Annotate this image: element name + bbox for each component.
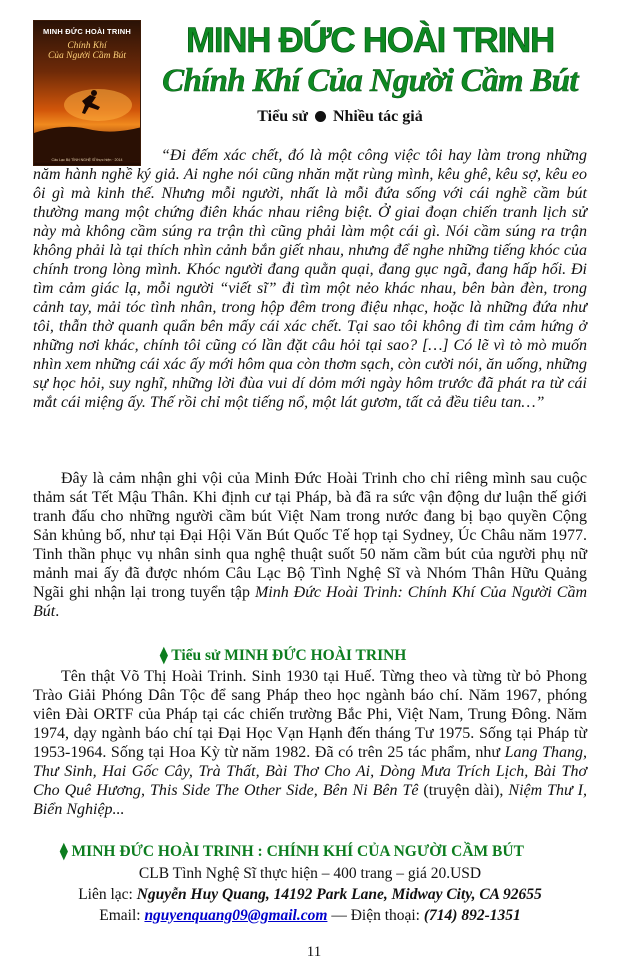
diamond-bullet-icon: ⧫ xyxy=(60,843,68,860)
bullet-dot-icon xyxy=(315,111,326,122)
bio-works-note: (truyện dài), xyxy=(423,782,504,799)
body-end: . xyxy=(55,603,60,620)
book-cover-image xyxy=(33,20,141,166)
book-title-italic: Minh Đức Hoài Trinh: Chính Khí Của Người Cầm Bút xyxy=(33,584,587,620)
bio-works: Lang Thang, Thư Sinh, Hai Gốc Cây, Trà Thất, Bài Thơ Cho Ai, Dòng Mưa Trích Lịch, Bài Thơ Cho Quê Hương, This Side The Other Side, Bên Ni Bên Tê xyxy=(33,744,588,799)
byline-right: Nhiều tác giả xyxy=(332,108,423,125)
body-paragraph xyxy=(33,469,587,621)
bio-works2: Niệm Thư I, Biển Nghiệp... xyxy=(33,782,588,818)
page-title: MINH ĐỨC HOÀI TRINH xyxy=(186,21,554,60)
email-label: Email: xyxy=(99,907,141,924)
diamond-bullet-icon: ⧫ xyxy=(160,647,168,664)
email-link[interactable]: nguyenquang09@gmail.com xyxy=(144,907,328,924)
cover-title-line2: Của Người Cầm Bút xyxy=(47,51,127,61)
phone-label: — Điện thoại: xyxy=(331,907,420,924)
body-text: Đây là cảm nhận ghi vội của Minh Đức Hoài Trinh cho chỉ riêng mình sau cuộc thảm sát Tết Mậu Thân. Khi định cư tại Pháp, bà đã ra sức vận động dư luận thế giới tranh đấu cho những người cầm bút Việt Nam trong nước đang bị bạo quyền Cộng Sản khủng bố, như tại Đại Hội Văn Bút Quốc Tế họp tại Sydney, Úc Châu năm 1977. Tinh thần phục vụ nhân sinh qua nghệ thuật suốt 50 năm cầm bút của người phụ nữ mảnh mai ấy đã được nhóm Câu Lạc Bộ Tình Nghệ Sĩ và Nhóm Thân Hữu Quảng Ngãi ghi nhận lại trong tuyển tập xyxy=(33,470,587,601)
contact-line xyxy=(33,885,587,904)
byline xyxy=(180,108,500,126)
byline-left: Tiểu sử xyxy=(257,108,308,125)
page-subtitle: Chính Khí Của Người Cầm Bút xyxy=(162,63,578,99)
section-heading-book-label: MINH ĐỨC HOÀI TRINH : CHÍNH KHÍ CỦA NGƯỜI CẦM BÚT xyxy=(71,843,524,860)
section-heading-bio-label: Tiểu sử MINH ĐỨC HOÀI TRINH xyxy=(171,647,407,664)
email-phone-line xyxy=(33,906,587,925)
quote-text: “Đi đếm xác chết, đó là một công việc tôi hay làm trong những năm hành nghề ký giả. Ai nghe nói cũng nhăn mặt rùng mình, kêu ghê, kêu sợ, kêu eo ôi gì mà kinh thế. Nhưng mỗi người, nhất là mỗi đứa sống với cái nghề cầm bút thường mang một chứng điên khác nhau riêng biệt. Ở giai đoạn chiến tranh lịch sử này mà không cầm súng ra trận thì cũng phải làm một cái gì. Nói cầm súng ra trận không phải là tại thích nhìn cảnh bắn giết nhau, nhưng để nghe những tiếng khóc của chính trong lòng mình. Khóc người đang quằn quại, đang gục ngã, đang hấp hối. Đi tìm cảm giác lạ, mỗi người “viết sĩ” đi tìm một nẻo khác nhau, bên bàn đèn, trong cảnh tay, mải tóc tình nhân, trong hộp đêm trong điệu nhạc, hoặc là những đứa như tôi, thẫn thờ quanh quẩn bên mấy cái xác chết. Tại sao tôi không đi tìm cảm hứng ở những nơi khác, chính tôi cũng có lần đặt câu hỏi tại sao? […] Có lẽ vì tò mò muốn nhìn xem những cái xác ấy mới hôm qua còn thơm sạch, còn cười nói, ăn uống, những sự học hỏi, suy nghĩ, những lời đùa vui dí dỏm mới ngày hôm trước đã phát ra từ cái mắt cái miệng ấy. Thế rồi chỉ một tiếng nổ, một lát gươm, tất cả đều tiêu tan…” xyxy=(33,147,587,411)
cover-author: MINH ĐỨC HOÀI TRINH xyxy=(43,27,131,36)
section-heading-bio xyxy=(160,646,406,665)
page-number: 11 xyxy=(306,944,322,960)
cover-footer: Câu Lạc Bộ TÌNH NGHỆ SĨ thực hiện · 2014 xyxy=(51,158,123,162)
section-heading-book xyxy=(60,842,524,861)
bio-text: Tên thật Võ Thị Hoài Trinh. Sinh 1930 tại Huế. Từng theo và từng từ bỏ Phong Trào Giải Phóng Dân Tộc để sang Pháp theo học ngành báo chí. Năm 1967, phóng viên Đài ORTF của Pháp tại các chiến trường Bắc Phi, Việt Nam, Trung Đông. Năm 1974, dạy ngành báo chí tại Đại Học Vạn Hạnh đến tháng Tư 1975. Sống tại Pháp từ 1953-1964. Sống tại Hoa Kỳ từ năm 1982. Đã có trên 25 tác phẩm, như xyxy=(33,668,587,761)
publication-info: CLB Tình Nghệ Sĩ thực hiện – 400 trang – giá 20.USD xyxy=(138,865,482,882)
quote-paragraph xyxy=(33,146,587,412)
phone-number: (714) 892-1351 xyxy=(423,907,521,924)
cover-title-line1: Chính Khí xyxy=(67,41,107,51)
bio-paragraph xyxy=(33,667,587,819)
contact-label: Liên lạc: xyxy=(78,886,133,903)
contact-address: Nguyễn Huy Quang, 14192 Park Lane, Midway City, CA 92655 xyxy=(136,886,542,903)
cover-title xyxy=(34,41,140,61)
